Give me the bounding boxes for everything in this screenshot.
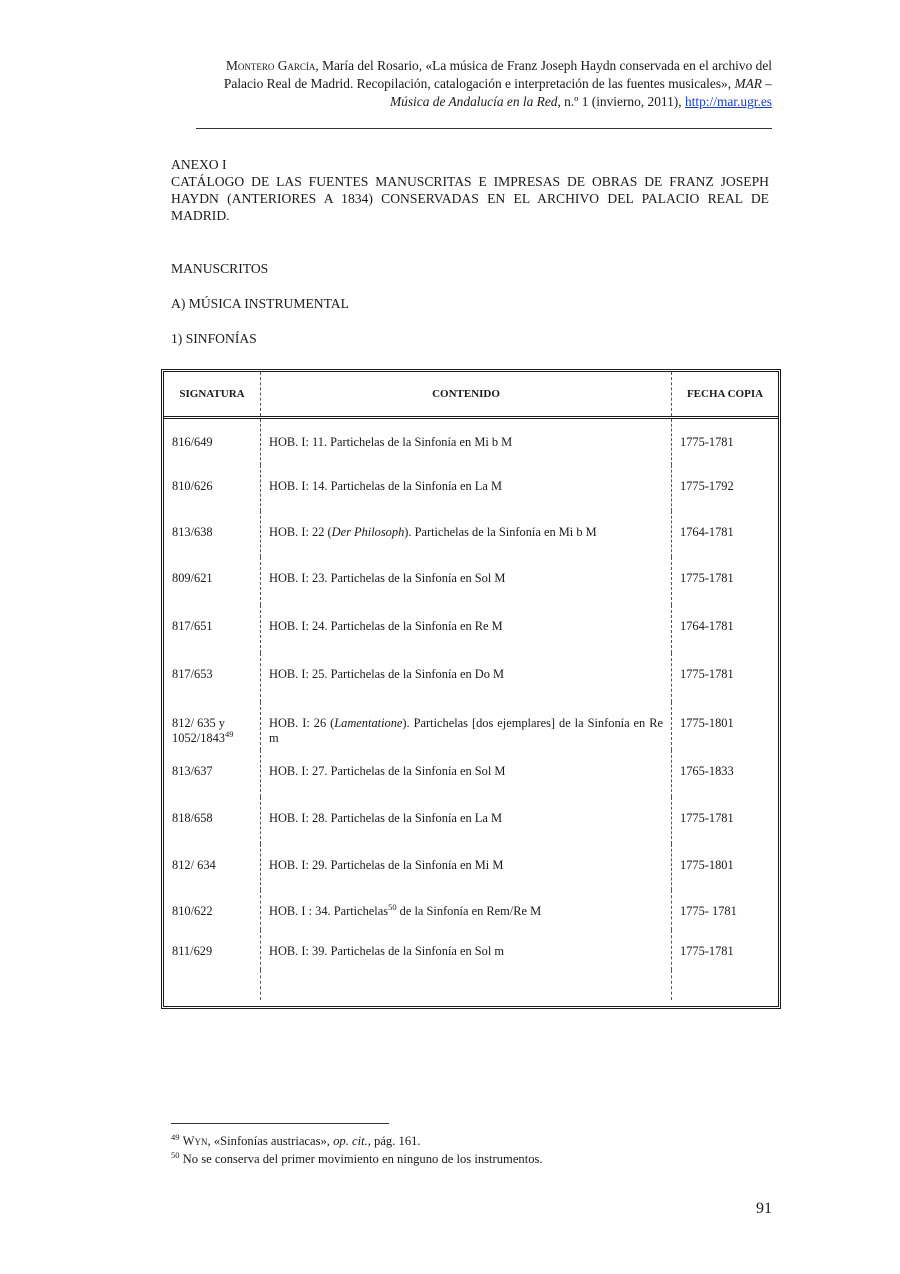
header-divider <box>196 128 772 129</box>
cell-contenido <box>261 465 672 511</box>
cell-signatura <box>164 890 261 930</box>
footnote-number: 50 <box>171 1149 180 1160</box>
header-author: Montero García <box>225 58 316 73</box>
filler-cell <box>164 970 261 1000</box>
fecha-text: 1775-1781 <box>680 666 734 681</box>
signatura-text: 810/622 <box>172 903 213 918</box>
table-row <box>164 418 778 465</box>
fecha-text: 1775-1781 <box>680 943 734 958</box>
cell-signatura <box>164 844 261 890</box>
cell-fecha-copia <box>672 702 779 750</box>
section-sinfonias: 1) SINFONÍAS <box>171 331 257 346</box>
footnote-49 <box>171 1132 771 1150</box>
cell-fecha-copia <box>672 557 779 605</box>
fecha-text: 1775-1801 <box>680 857 734 872</box>
cell-fecha-copia <box>672 605 779 653</box>
cell-fecha-copia <box>672 890 779 930</box>
cell-signatura <box>164 465 261 511</box>
contenido-text: HOB. I: 14. Partichelas de la Sinfonía en La M <box>269 478 502 493</box>
column-header-signatura: SIGNATURA <box>164 372 261 418</box>
table-row <box>164 930 778 970</box>
catalog-table-frame <box>161 369 781 1009</box>
signatura-text: 817/653 <box>172 666 213 681</box>
contenido-text: HOB. I : 34. Partichelas <box>269 903 389 918</box>
contenido-text: HOB. I: 28. Partichelas de la Sinfonía en La M <box>269 810 502 825</box>
cell-signatura <box>164 511 261 557</box>
annex-label: ANEXO I <box>171 157 227 172</box>
cell-fecha-copia <box>672 465 779 511</box>
cell-signatura <box>164 557 261 605</box>
cell-signatura <box>164 702 261 750</box>
header-issue: , n.º 1 (invierno, 2011), <box>557 94 685 109</box>
contenido-text: HOB. I: 11. Partichelas de la Sinfonía en Mi b M <box>269 435 513 449</box>
cell-signatura <box>164 797 261 844</box>
table-row <box>164 890 778 930</box>
annex-title: CATÁLOGO DE LAS FUENTES MANUSCRITAS E IMPRESAS DE OBRAS DE FRANZ JOSEPH HAYDN (ANTERIORES A 1834) CONSERVADAS EN EL ARCHIVO DEL PALACIO REAL DE MADRID. <box>171 174 769 223</box>
signatura-text: 812/ 635 y 1052/1843 <box>172 715 226 745</box>
cell-fecha-copia <box>672 418 779 465</box>
signatura-text: 811/629 <box>172 943 213 958</box>
cell-contenido <box>261 844 672 890</box>
fecha-text: 1775-1801 <box>680 715 734 730</box>
page-number: 91 <box>756 1200 772 1217</box>
footnote-ref: 50 <box>388 901 397 912</box>
column-header-contenido: CONTENIDO <box>261 372 672 418</box>
cell-contenido <box>261 557 672 605</box>
contenido-text: HOB. I: 24. Partichelas de la Sinfonía en Re M <box>269 618 503 633</box>
running-header <box>195 57 772 111</box>
table-row <box>164 844 778 890</box>
footnotes <box>171 1132 771 1168</box>
table-header-row <box>164 372 778 418</box>
header-citation: , María del Rosario, «La música de Franz Joseph Haydn conservada en el archivo del Palacio Real de Madrid. Recopilación, catalogación e interpretación de las fuentes musicales», <box>223 58 772 91</box>
signatura-text: 810/626 <box>172 478 213 493</box>
cell-contenido <box>261 890 672 930</box>
cell-signatura <box>164 418 261 465</box>
cell-signatura <box>164 930 261 970</box>
cell-contenido <box>261 511 672 557</box>
signatura-text: 816/649 <box>172 435 213 449</box>
cell-fecha-copia <box>672 797 779 844</box>
fecha-text: 1765-1833 <box>680 763 734 778</box>
table-row <box>164 750 778 797</box>
signatura-text: 813/638 <box>172 524 213 539</box>
fecha-text: 1775-1781 <box>680 435 734 449</box>
catalog-table <box>164 372 778 1000</box>
footnote-number: 49 <box>171 1131 180 1142</box>
fecha-text: 1775-1792 <box>680 478 734 493</box>
cell-signatura <box>164 653 261 702</box>
cell-contenido <box>261 605 672 653</box>
signatura-text: 812/ 634 <box>172 857 216 872</box>
header-url-link[interactable]: http://mar.ugr.es <box>684 94 772 109</box>
table-row <box>164 557 778 605</box>
fecha-text: 1775-1781 <box>680 570 734 585</box>
annex-heading <box>171 156 769 224</box>
table-row <box>164 465 778 511</box>
cell-contenido <box>261 797 672 844</box>
fecha-text: 1775- 1781 <box>680 903 737 918</box>
cell-fecha-copia <box>672 511 779 557</box>
fecha-text: 1764-1781 <box>680 618 734 633</box>
cell-fecha-copia <box>672 930 779 970</box>
contenido-text: HOB. I: 25. Partichelas de la Sinfonía en Do M <box>269 666 505 681</box>
footnote-text: No se conserva del primer movimiento en ninguno de los instrumentos. <box>179 1152 543 1166</box>
cell-contenido <box>261 930 672 970</box>
footnote-text: , «Sinfonías austriacas», <box>207 1134 334 1148</box>
footnote-page: , pág. 161. <box>367 1134 421 1148</box>
cell-contenido <box>261 750 672 797</box>
section-manuscritos: MANUSCRITOS <box>171 261 269 276</box>
cell-signatura <box>164 750 261 797</box>
cell-contenido <box>261 653 672 702</box>
column-header-fecha-copia: FECHA COPIA <box>672 372 779 418</box>
footnote-50 <box>171 1150 771 1168</box>
cell-contenido <box>261 418 672 465</box>
cell-fecha-copia <box>672 653 779 702</box>
work-title: Der Philosoph <box>331 524 405 539</box>
table-filler-row <box>164 970 778 1000</box>
contenido-text: HOB. I: 29. Partichelas de la Sinfonía en Mi M <box>269 857 504 872</box>
section-musica-instrumental: A) MÚSICA INSTRUMENTAL <box>171 296 349 311</box>
contenido-text: HOB. I: 23. Partichelas de la Sinfonía en Sol M <box>269 570 506 585</box>
contenido-text-rest: ). Partichelas de la Sinfonía en Mi b M <box>404 524 597 539</box>
contenido-text-rest: de la Sinfonía en Rem/Re M <box>396 903 542 918</box>
contenido-text: HOB. I: 26 ( <box>269 715 335 730</box>
fecha-text: 1775-1781 <box>680 810 734 825</box>
footnote-ref: 49 <box>225 728 234 739</box>
signatura-text: 818/658 <box>172 810 213 825</box>
cell-contenido <box>261 702 672 750</box>
header-journal: MAR – Música de Andalucía en la Red <box>389 76 772 109</box>
footnote-author: Wyn <box>182 1134 208 1148</box>
signatura-text: 813/637 <box>172 763 213 778</box>
table-row <box>164 653 778 702</box>
cell-fecha-copia <box>672 750 779 797</box>
table-row <box>164 511 778 557</box>
filler-cell <box>672 970 779 1000</box>
signatura-text: 809/621 <box>172 570 213 585</box>
table-row <box>164 702 778 750</box>
cell-fecha-copia <box>672 844 779 890</box>
contenido-text: HOB. I: 39. Partichelas de la Sinfonía en Sol m <box>269 943 505 958</box>
footnote-op-cit: op. cit. <box>333 1134 368 1148</box>
contenido-text: HOB. I: 27. Partichelas de la Sinfonía en Sol M <box>269 763 506 778</box>
signatura-text: 817/651 <box>172 618 213 633</box>
footnote-divider <box>171 1123 389 1124</box>
contenido-text: HOB. I: 22 ( <box>269 524 332 539</box>
table-row <box>164 605 778 653</box>
fecha-text: 1764-1781 <box>680 524 734 539</box>
contenido-text-rest: ). Partichelas [dos ejemplares] de la Sinfonía en Re m <box>269 715 663 745</box>
work-title: Lamentatione <box>334 715 403 730</box>
filler-cell <box>261 970 672 1000</box>
table-row <box>164 797 778 844</box>
cell-signatura <box>164 605 261 653</box>
